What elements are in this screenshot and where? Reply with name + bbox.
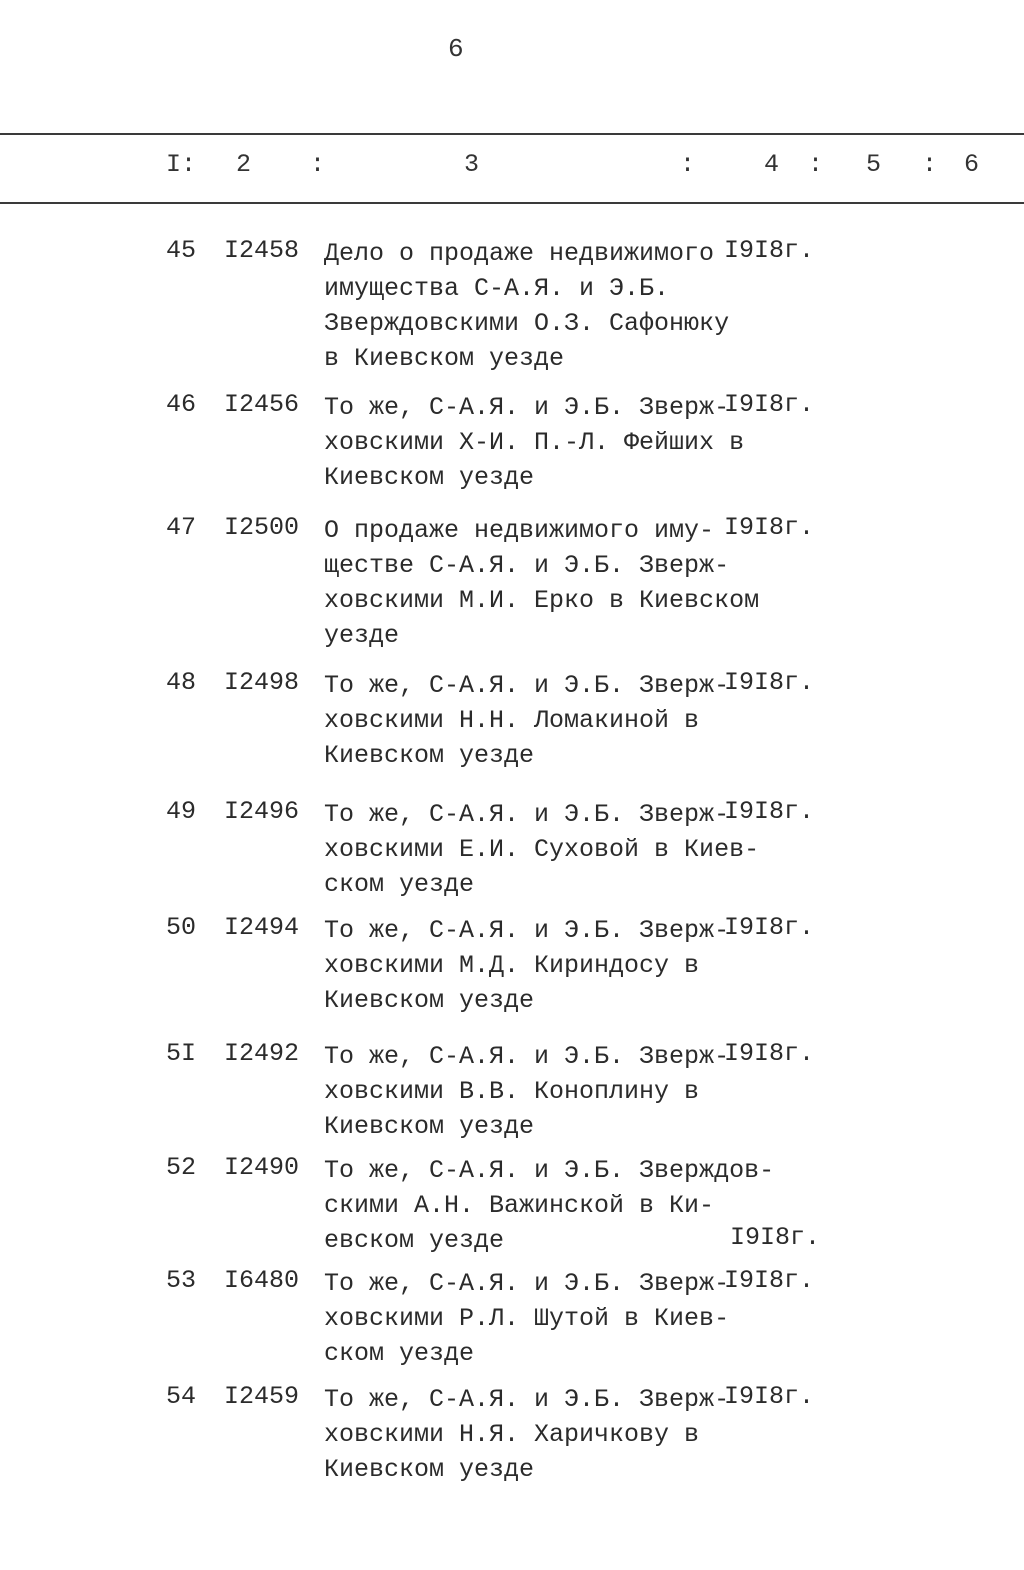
- description-line: евском уезде: [324, 1226, 505, 1255]
- col-header-3: 3: [464, 150, 480, 179]
- row-description: [324, 236, 744, 376]
- row-number: 5I: [166, 1039, 197, 1068]
- row-year: I9I8г.: [724, 913, 815, 942]
- archive-number: I2494: [224, 913, 300, 942]
- row-year: I9I8г.: [724, 1266, 815, 1295]
- col-header-5: 5: [866, 150, 882, 179]
- archive-number: I2456: [224, 390, 300, 419]
- description-line: То же, С-А.Я. и Э.Б. Зверж-: [324, 1269, 730, 1298]
- col-separator: :: [680, 150, 696, 179]
- row-year: I9I8г.: [724, 1039, 815, 1068]
- row-description: [324, 1382, 744, 1487]
- description-line: уезде: [324, 621, 400, 650]
- description-line: То же, С-А.Я. и Э.Б. Зверж-: [324, 393, 730, 422]
- description-line: То же, С-А.Я. и Э.Б. Зверж-: [324, 1385, 730, 1414]
- row-number: 54: [166, 1382, 197, 1411]
- row-description: [324, 1266, 744, 1371]
- row-number: 49: [166, 797, 197, 826]
- archive-number: I6480: [224, 1266, 300, 1295]
- header-top-rule: [0, 133, 1024, 135]
- description-line: То же, С-А.Я. и Э.Б. Зверж-: [324, 916, 730, 945]
- description-line: Киевском уезде: [324, 463, 535, 492]
- description-line: ховскими В.В. Коноплину в: [324, 1077, 700, 1106]
- description-line: имущества С-А.Я. и Э.Б.: [324, 274, 670, 303]
- archive-number: I2496: [224, 797, 300, 826]
- row-year: I9I8г.: [724, 1382, 815, 1411]
- description-line: То же, С-А.Я. и Э.Б. Зверж-: [324, 800, 730, 829]
- row-year: I9I8г.: [724, 236, 815, 265]
- col-header-6: 6: [964, 150, 980, 179]
- description-line: ском уезде: [324, 1339, 475, 1368]
- row-year: I9I8г.: [724, 797, 815, 826]
- description-line: ховскими Е.И. Суховой в Киев-: [324, 835, 760, 864]
- row-year: I9I8г.: [724, 668, 815, 697]
- row-number: 46: [166, 390, 197, 419]
- row-number: 48: [166, 668, 197, 697]
- description-line: Киевском уезде: [324, 1455, 535, 1484]
- description-line: ховскими М.И. Ерко в Киевском: [324, 586, 760, 615]
- description-line: ховскими М.Д. Кириндосу в: [324, 951, 700, 980]
- description-line: ховскими Н.Н. Ломакиной в: [324, 706, 700, 735]
- col-separator: :: [922, 150, 938, 179]
- description-line: То же, С-А.Я. и Э.Б. Зверждов-: [324, 1156, 775, 1185]
- row-description: [324, 390, 744, 495]
- header-bottom-rule: [0, 202, 1024, 204]
- description-line: скими А.Н. Важинской в Ки-: [324, 1191, 715, 1220]
- row-description: [324, 668, 744, 773]
- archive-number: I2459: [224, 1382, 300, 1411]
- description-line: ховскими Х-И. П.-Л. Фейших в: [324, 428, 745, 457]
- col-separator: :: [808, 150, 824, 179]
- row-number: 52: [166, 1153, 197, 1182]
- description-line: ховскими Н.Я. Харичкову в: [324, 1420, 700, 1449]
- archive-number: I2458: [224, 236, 300, 265]
- row-description: [324, 513, 760, 653]
- archive-number: I2500: [224, 513, 300, 542]
- row-number: 45: [166, 236, 197, 265]
- row-year: I9I8г.: [730, 1223, 821, 1252]
- col-header-4: 4: [764, 150, 780, 179]
- description-line: Киевском уезде: [324, 1112, 535, 1141]
- row-number: 50: [166, 913, 197, 942]
- archive-number: I2492: [224, 1039, 300, 1068]
- page-number: 6: [448, 34, 464, 64]
- description-line: Зверждовскими О.З. Сафонюку: [324, 309, 730, 338]
- row-number: 53: [166, 1266, 197, 1295]
- description-line: То же, С-А.Я. и Э.Б. Зверж-: [324, 1042, 730, 1071]
- description-line: ском уезде: [324, 870, 475, 899]
- col-header-2: 2: [236, 150, 252, 179]
- row-number: 47: [166, 513, 197, 542]
- row-description: [324, 1039, 744, 1144]
- description-line: Киевском уезде: [324, 986, 535, 1015]
- description-line: О продаже недвижимого иму-: [324, 516, 715, 545]
- row-description: [324, 1153, 775, 1258]
- description-line: Дело о продаже недвижимого: [324, 239, 715, 268]
- archive-number: I2498: [224, 668, 300, 697]
- row-year: I9I8г.: [724, 390, 815, 419]
- description-line: То же, С-А.Я. и Э.Б. Зверж-: [324, 671, 730, 700]
- row-description: [324, 797, 760, 902]
- description-line: Киевском уезде: [324, 741, 535, 770]
- col-header-1: I:: [166, 150, 197, 179]
- col-separator: :: [310, 150, 326, 179]
- archive-number: I2490: [224, 1153, 300, 1182]
- row-description: [324, 913, 744, 1018]
- description-line: ществе С-А.Я. и Э.Б. Зверж-: [324, 551, 730, 580]
- row-year: I9I8г.: [724, 513, 815, 542]
- description-line: ховскими Р.Л. Шутой в Киев-: [324, 1304, 730, 1333]
- description-line: в Киевском уезде: [324, 344, 565, 373]
